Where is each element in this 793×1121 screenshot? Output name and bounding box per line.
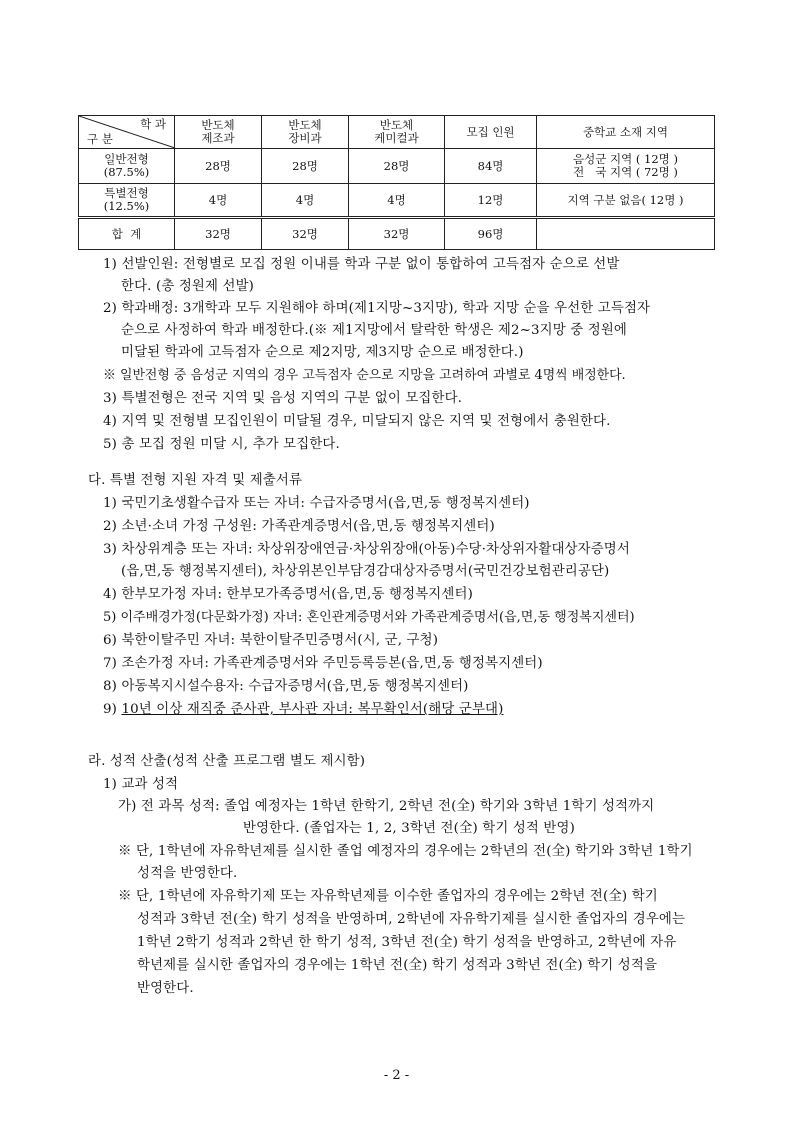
list-item: 4) 한부모가정 자녀: 한부모가족증명서(읍,면,동 행정복지센터) [103, 587, 473, 602]
table-cell: 96명 [445, 218, 537, 250]
region-cell: 지역 구분 없음( 12명 ) [537, 184, 715, 218]
header-col-manufacturing: 반도체 제조과 [175, 116, 262, 149]
header-col-region: 중학교 소재 지역 [537, 116, 715, 149]
list-item: 7) 조손가정 자녀: 가족관계증명서와 주민등록등본(읍,면,동 행정복지센터) [103, 656, 543, 671]
note-item: 3) 특별전형은 전국 지역 및 음성 지역의 구분 없이 모집한다. [103, 391, 463, 406]
quota-table [78, 115, 715, 250]
paragraph-line: 반영한다. (졸업자는 1, 2, 3학년 전(全) 학기 성적 반영) [243, 821, 575, 836]
header-col-equipment: 반도체 장비과 [262, 116, 349, 149]
row-label: 일반전형 (87.5%) [79, 149, 175, 184]
header-dept-label: 학 과 [140, 117, 166, 131]
section-heading: 다. 특별 전형 지원 자격 및 제출서류 [88, 473, 303, 488]
table-cell: 32명 [349, 218, 445, 250]
region-cell [537, 218, 715, 250]
list-item: 2) 소년·소녀 가정 구성원: 가족관계증명서(읍,면,동 행정복지센터) [103, 519, 495, 534]
diagonal-header-cell [79, 116, 175, 149]
list-item: (읍,면,동 행정복지센터), 차상위본인부담경감대상자증명서(국민건강보험관리공단) [121, 564, 610, 579]
list-item: 3) 차상위계층 또는 자녀: 차상위장애연금·차상위장애(아동)수당·차상위자활대상자증명서 [103, 542, 630, 557]
note-item: 미달된 학과에 고득점자 순으로 제2지망, 제3지망 순으로 배정한다.) [121, 345, 524, 360]
note-item: 4) 지역 및 전형별 모집인원이 미달될 경우, 미달되지 않은 지역 및 전형에서 충원한다. [103, 414, 611, 429]
paragraph-line: 성적과 3학년 전(全) 학기 성적을 반영하며, 2학년에 자유학기제를 실시한 졸업자의 경우에는 [137, 912, 686, 927]
table-cell: 4명 [349, 184, 445, 218]
paragraph-line: 반영한다. [137, 981, 194, 996]
header-col-chemical: 반도체 케미컬과 [349, 116, 445, 149]
table-cell: 12명 [445, 184, 537, 218]
header-col-total: 모집 인원 [445, 116, 537, 149]
table-row [79, 218, 715, 250]
subsection-heading: 1) 교과 성적 [103, 777, 179, 792]
note-item: 2) 학과배정: 3개학과 모두 지원해야 하며(제1지망~3지망), 학과 지망 순을 우선한 고득점자 [103, 301, 651, 316]
paragraph-line: 1학년 2학기 성적과 2학년 한 학기 성적, 3학년 전(全) 학기 성적을 반영하고, 2학년에 자유 [137, 935, 677, 950]
table-header-row [79, 116, 715, 149]
table-cell: 28명 [262, 149, 349, 184]
note-item: 5) 총 모집 정원 미달 시, 추가 모집한다. [103, 437, 340, 452]
underlined-text: 10년 이상 재직중 준사관, 부사관 자녀: 복무확인서(해당 군부대) [121, 702, 504, 717]
table-row [79, 149, 715, 184]
table-row [79, 184, 715, 218]
list-item: 5) 이주배경가정(다문화가정) 자녀: 혼인관계증명서와 가족관계증명서(읍,면,동 행정복지센터) [103, 610, 635, 625]
row-label: 특별전형 (12.5%) [79, 184, 175, 218]
paragraph-line: 성적을 반영한다. [137, 866, 238, 881]
list-item: 1) 국민기초생활수급자 또는 자녀: 수급자증명서(읍,면,동 행정복지센터) [103, 496, 530, 511]
row-label: 합 계 [79, 218, 175, 250]
table-cell: 28명 [175, 149, 262, 184]
header-type-label: 구 분 [87, 132, 113, 146]
paragraph-line: 가) 전 과목 성적: 졸업 예정자는 1학년 한학기, 2학년 전(全) 학기와 3학년 1학기 성적까지 [118, 799, 655, 814]
page-number: - 2 - [383, 1068, 410, 1083]
list-item: 8) 아동복지시설수용자: 수급자증명서(읍,면,동 행정복지센터) [103, 679, 469, 694]
table-cell: 32명 [262, 218, 349, 250]
note-item: 순으로 사정하여 학과 배정한다.(※ 제1지망에서 탈락한 학생은 제2~3지망 중 정원에 [121, 323, 628, 338]
table-cell: 4명 [262, 184, 349, 218]
table-cell: 84명 [445, 149, 537, 184]
note-item: 한다. (총 정원제 선발) [121, 279, 255, 294]
paragraph-line: ※ 단, 1학년에 자유학기제 또는 자유학년제를 이수한 졸업자의 경우에는 2학년 전(全) 학기 [118, 889, 658, 904]
paragraph-line: ※ 단, 1학년에 자유학년제를 실시한 졸업 예정자의 경우에는 2학년의 전(全) 학기와 3학년 1학기 [118, 844, 693, 859]
paragraph-line: 학년제를 실시한 졸업자의 경우에는 1학년 전(全) 학기 성적과 3학년 전(全) 학기 성적을 [137, 958, 658, 973]
list-item: 9) 10년 이상 재직중 준사관, 부사관 자녀: 복무확인서(해당 군부대) [103, 702, 504, 717]
list-item: 6) 북한이탈주민 자녀: 북한이탈주민증명서(시, 군, 구청) [103, 633, 439, 648]
table-cell: 4명 [175, 184, 262, 218]
section-heading: 라. 성적 산출(성적 산출 프로그램 별도 제시함) [88, 754, 366, 769]
table-cell: 32명 [175, 218, 262, 250]
note-item: 1) 선발인원: 전형별로 모집 정원 이내를 학과 구분 없이 통합하여 고득점자 순으로 선발 [103, 257, 620, 272]
table-cell: 28명 [349, 149, 445, 184]
note-item: ※ 일반전형 중 음성군 지역의 경우 고득점자 순으로 지망을 고려하여 과별로 4명씩 배정한다. [103, 368, 626, 383]
region-cell: 음성군 지역 ( 12명 ) 전 국 지역 ( 72명 ) [537, 149, 715, 184]
